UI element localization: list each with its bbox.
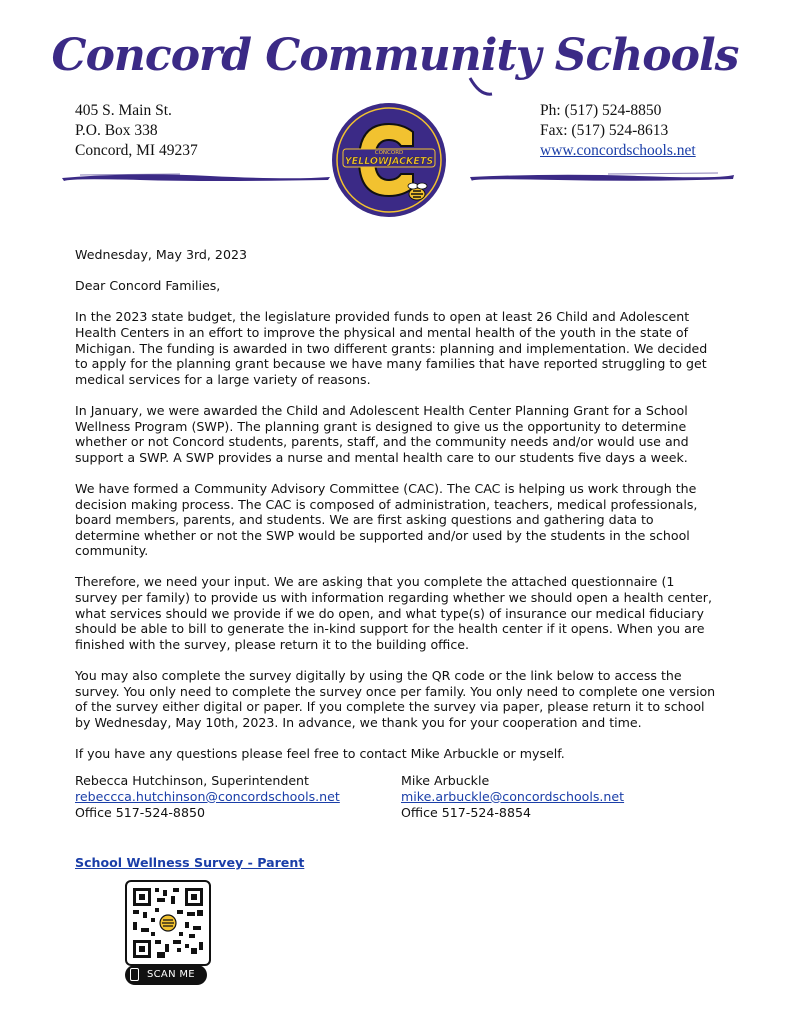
letter-paragraph: If you have any questions please feel free to contact Mike Arbuckle or myself. (75, 746, 565, 761)
letter-date: Wednesday, May 3rd, 2023 (75, 247, 247, 262)
school-address (75, 101, 198, 161)
survey-qr-code[interactable] (125, 880, 211, 966)
address-line-po-box: P.O. Box 338 (75, 122, 158, 139)
address-line-city: Concord, MI 49237 (75, 142, 198, 159)
address-line-street: 405 S. Main St. (75, 102, 172, 119)
scan-me-label: SCAN ME (147, 969, 195, 980)
survey-link[interactable]: School Wellness Survey - Parent (75, 855, 305, 870)
school-contact (540, 101, 696, 161)
letterhead-banner (0, 18, 791, 100)
signer-email-link[interactable]: rebeccca.hutchinson@concordschools.net (75, 788, 340, 804)
letter-body (75, 247, 720, 777)
signer-email-link[interactable]: mike.arbuckle@concordschools.net (401, 788, 625, 804)
signer-office-phone: Office 517-524-8850 (75, 804, 205, 820)
scan-me-badge (125, 965, 207, 985)
qr-code-icon (133, 888, 203, 958)
brush-stroke-right (468, 170, 736, 184)
letter-paragraph: In January, we were awarded the Child and Adolescent Health Center Planning Grant for a School Wellness Program (SWP). The planning grant is designed to give us the opportunity to determine whether or not Concord students, parents, staff, and the community needs and/or would use and support a SWP. A SWP provides a nurse and mental health care to our students five days a week. (75, 402, 689, 465)
letter-paragraph: In the 2023 state budget, the legislature provided funds to open at least 26 Child and Adolescent Health Centers in an effort to improve the physical and mental health of the youth in the state of Michigan. The funding is awarded in two different grants: planning and implementation. We decided to apply for the planning grant because we have many families that have reported struggling to get medical services for a large variety of reasons. (75, 309, 708, 387)
phone-number: Ph: (517) 524-8850 (540, 102, 662, 119)
fax-number: Fax: (517) 524-8613 (540, 122, 669, 139)
yellowjackets-logo (331, 102, 447, 218)
phone-icon (130, 968, 139, 981)
signer-name: Rebecca Hutchinson, Superintendent (75, 773, 309, 788)
brush-stroke-left (60, 170, 332, 184)
signer-name: Mike Arbuckle (401, 773, 490, 788)
website-link[interactable]: www.concordschools.net (540, 142, 696, 159)
signer-office-phone: Office 517-524-8854 (401, 804, 531, 820)
logo-team-name: YELLOWJACKETS (344, 156, 434, 167)
bee-mascot-icon (408, 183, 427, 200)
banner-title: Concord Community Schools (51, 30, 739, 81)
signature-arbuckle (401, 773, 624, 820)
letter-paragraph: You may also complete the survey digitally by using the QR code or the link below to access the survey. You only need to complete the survey once per family. You only need to complete one version of the survey either digital or paper. If you complete the survey via paper, please return it to school by Wednesday, May 10th, 2023. In advance, we thank you for your cooperation and time. (75, 668, 716, 730)
logo-small-text: CONCORD (374, 150, 404, 156)
letter-greeting: Dear Concord Families, (75, 278, 221, 294)
letter-paragraph: Therefore, we need your input. We are asking that you complete the attached questionnaire (1 survey per family) to provide us with information regarding whether we should open a health center, what services should we provide if we do open, and what type(s) of insurance our medical fiduciary should be able to bill to generate the in-kind support for the health center if it opens. When you are finished with the survey, please return it to the building office. (75, 574, 712, 652)
letter-paragraph: We have formed a Community Advisory Committee (CAC). The CAC is helping us work through the decision making process. The CAC is composed of administration, teachers, medical professionals, board members, parents, and students. We are first asking questions and gathering data to determine whether or not the SWP would be supported and/or used by the students in the school community. (75, 480, 698, 559)
signature-superintendent (75, 773, 340, 820)
